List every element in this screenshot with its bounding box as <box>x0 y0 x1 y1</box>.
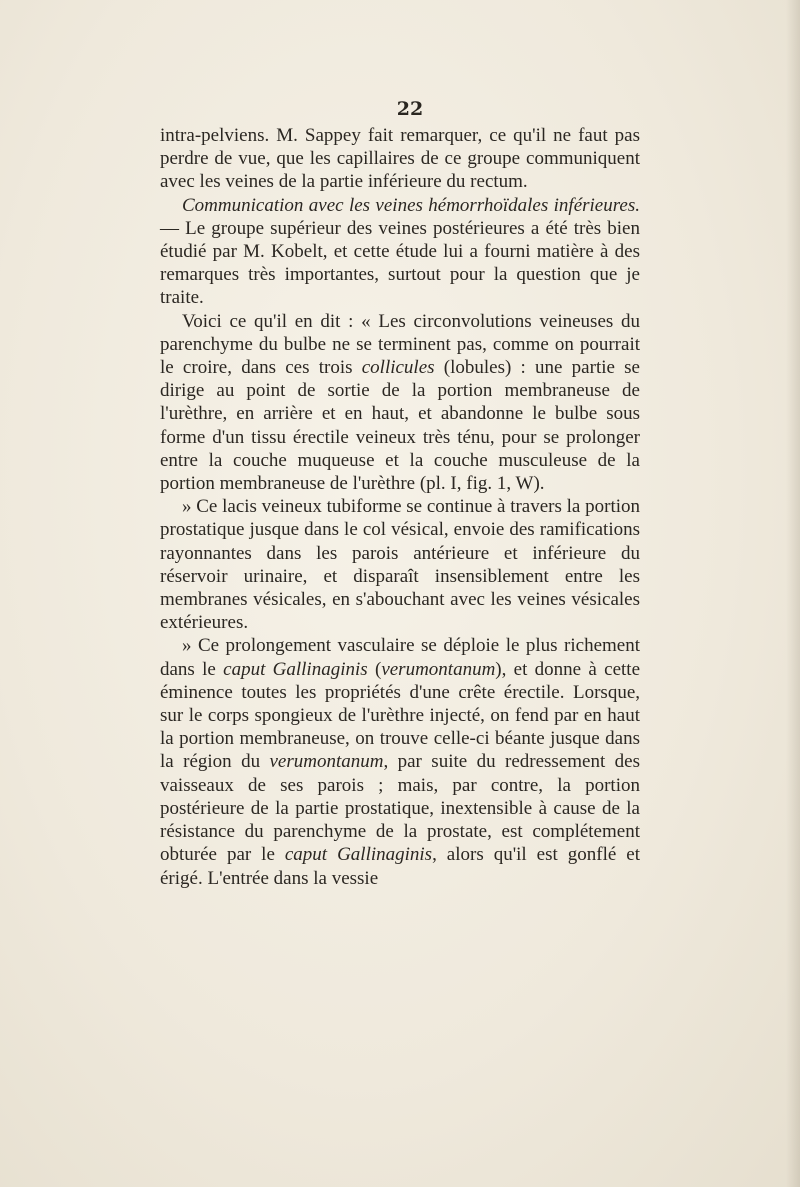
section-heading: Communication avec les veines hémorrhoïdales inférieures. <box>182 194 640 216</box>
paragraph-1: intra-pelviens. M. Sappey fait remarquer, ce qu'il ne faut pas perdre de vue, que les capillaires de ce groupe communiquent avec les veines de la partie inférieure du rectum. <box>160 125 640 193</box>
page-number: 22 <box>396 98 424 120</box>
body-text <box>160 124 640 890</box>
paragraph-5-text-d: , par suite du redressement des vaisseaux de ses parois ; mais, par contre, la portion postérieure de la partie prostatique, inextensible à cause de la résistance du parenchyme de la prostate, est complétement obturée par le <box>160 751 640 866</box>
paragraph-4: » Ce lacis veineux tubiforme se continue à travers la portion prostatique jusque dans le col vésical, envoie des ramifications rayonnantes dans les parois antérieure et inférieure du réservoir urinaire, et disparaît insensiblement entre les membranes vésicales, en s'abouchant avec les veines vésicales extérieures. <box>160 496 640 634</box>
paragraph-5-text-b: ( <box>367 658 382 680</box>
page-edge-shadow <box>786 0 800 1187</box>
paragraph-5-italic-a: caput Gallinaginis <box>223 658 368 680</box>
paragraph-5-italic-c: verumontanum <box>269 751 384 773</box>
paragraph-5-italic-d: caput Gallinaginis <box>284 844 433 866</box>
paragraph-3-italic-a: collicules <box>361 357 435 379</box>
paragraph-5-italic-b: verumontanum <box>381 658 496 680</box>
paragraph-5 <box>160 634 640 889</box>
paragraph-2-text: — Le groupe supérieur des veines postérieures a été très bien étudié par M. Kobelt, et cette étude lui a fourni matière à des remarques très importantes, surtout pour la question que je traite. <box>160 217 640 309</box>
paragraph-5-text-c: ), et donne à cette éminence toutes les propriétés d'une crête érectile. Lorsque, sur le corps spongieux de l'urèthre injecté, on fend par en haut la portion membraneuse, on trouve celle-ci béante jusque dans la région du <box>160 658 641 773</box>
paragraph-3-text-a: Voici ce qu'il en dit : « Les circonvolutions veineuses du parenchyme du bulbe ne se terminent pas, comme on pourrait le croire, dans ces trois <box>160 310 640 379</box>
paragraph-3-text-b: (lobules) : une partie se dirige au point de sortie de la portion membraneuse de l'urèthre, en arrière et en haut, et abandonne le bulbe sous forme d'un tissu érectile veineux très ténu, pour se prolonger entre la couche muqueuse et la couche musculeuse de la portion membraneuse de l'urèthre (pl. I, fig. 1, W). <box>160 357 640 495</box>
paragraph-3 <box>160 310 640 496</box>
paragraph-5-text-a: » Ce prolongement vasculaire se déploie le plus richement dans le <box>160 635 640 680</box>
paragraph-2 <box>160 194 640 310</box>
paragraph-5-text-e: , alors qu'il est gonflé et érigé. L'entrée dans la vessie <box>160 844 640 889</box>
